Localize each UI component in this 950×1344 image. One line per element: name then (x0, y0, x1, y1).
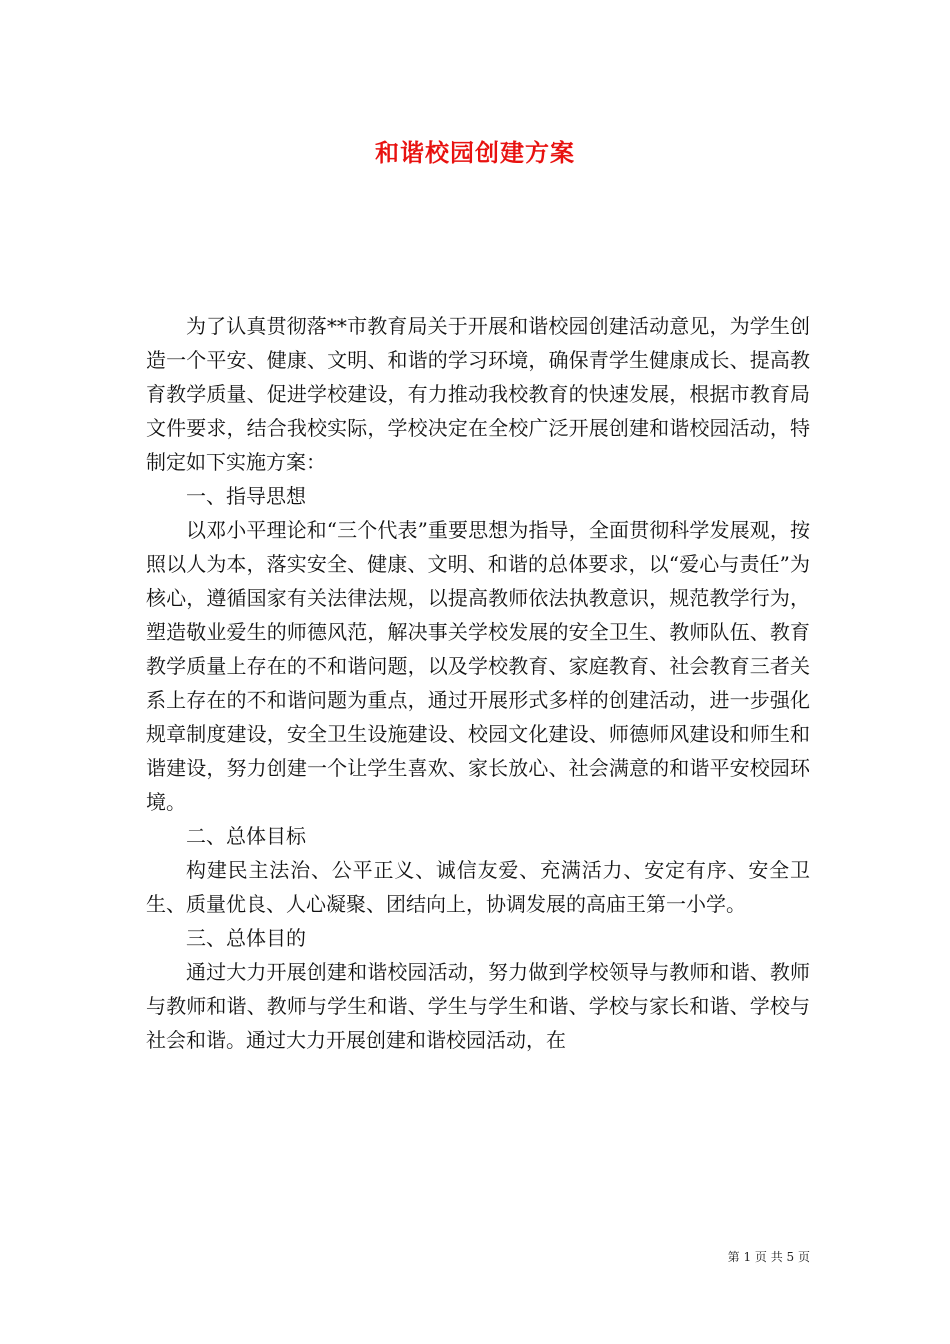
section-paragraph-guiding-ideology: 以邓小平理论和“三个代表”重要思想为指导，全面贯彻科学发展观，按照以人为本，落实安全、健康、文明、和谐的总体要求，以“爱心与责任”为核心，遵循国家有关法律法规，以提高教师依法执教意识，规范教学行为，塑造敬业爱生的师德风范，解决事关学校发展的安全卫生、教师队伍、教育教学质量上存在的不和谐问题，以及学校教育、家庭教育、社会教育三者关系上存在的不和谐问题为重点，通过开展形式多样的创建活动，进一步强化规章制度建设，安全卫生设施建设、校园文化建设、师德师风建设和师生和谐建设，努力创建一个让学生喜欢、家长放心、社会满意的和谐平安校园环境。 (146, 518, 810, 814)
section-paragraph-overall-goal: 构建民主法治、公平正义、诚信友爱、充满活力、安定有序、安全卫生、质量优良、人心凝聚、团结向上，协调发展的高庙王第一小学。 (146, 858, 810, 916)
page-number-footer: 第 1 页 共 5 页 (727, 1250, 810, 1264)
section-heading-guiding-ideology: 一、指导思想 (186, 484, 306, 508)
section-paragraph-overall-purpose: 通过大力开展创建和谐校园活动，努力做到学校领导与教师和谐、教师与教师和谐、教师与学生和谐、学生与学生和谐、学校与家长和谐、学校与社会和谐。通过大力开展创建和谐校园活动，在 (146, 960, 810, 1052)
section-heading-overall-goal: 二、总体目标 (186, 824, 306, 848)
document-body (146, 309, 810, 1057)
document-title: 和谐校园创建方案 (375, 138, 575, 167)
section-heading-overall-purpose: 三、总体目的 (186, 926, 306, 950)
intro-paragraph: 为了认真贯彻落**市教育局关于开展和谐校园创建活动意见，为学生创造一个平安、健康、文明、和谐的学习环境，确保青学生健康成长、提高教育教学质量、促进学校建设，有力推动我校教育的快速发展，根据市教育局文件要求，结合我校实际，学校决定在全校广泛开展创建和谐校园活动，特制定如下实施方案： (146, 314, 810, 474)
